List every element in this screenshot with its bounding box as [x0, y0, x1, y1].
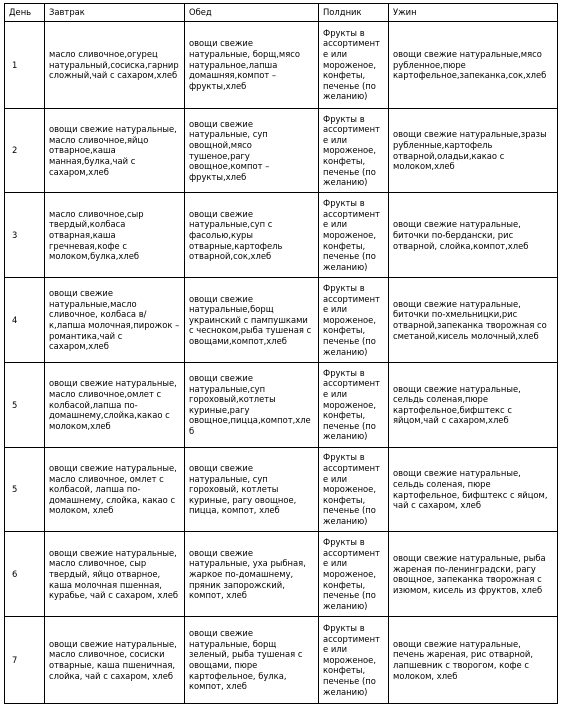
lunch-cell: овощи свежие натуральные,суп гороховый,котлеты куриные,рагу овощное,пицца,компот,хлеб — [185, 362, 319, 447]
day-cell — [5, 617, 45, 704]
snack-cell: Фрукты в ассортименте или мороженое, конфеты, печенье (по желанию) — [319, 617, 389, 704]
day-number: 2 — [12, 145, 18, 156]
header-dinner: Ужин — [389, 4, 558, 22]
day-number: 1 — [12, 59, 18, 70]
table-row — [5, 22, 558, 109]
lunch-cell: овощи свежие натуральные, борщ зеленый, рыба тушеная с овощами, пюре картофельное, булка, компот, хлеб — [185, 617, 319, 704]
day-cell — [5, 193, 45, 278]
snack-cell: Фрукты в ассортименте или мороженое, конфеты, печенье (по желанию) — [319, 447, 389, 532]
day-cell — [5, 532, 45, 617]
dinner-cell: овощи свежие натуральные, печень жареная, рис отварной, лапшевник с творогом, кофе с молоком, хлеб — [389, 617, 558, 704]
header-day: День — [5, 4, 45, 22]
snack-cell: Фрукты в ассортименте или мороженое, конфеты, печенье (по желанию) — [319, 193, 389, 278]
table-row — [5, 108, 558, 193]
day-cell — [5, 22, 45, 109]
table-row — [5, 278, 558, 363]
lunch-cell: овощи свежие натуральные, уха рыбная, жаркое по-домашнему, пряник запорожский, компот, хлеб — [185, 532, 319, 617]
dinner-cell: овощи свежие натуральные, биточки по-хмельницки,рис отварной,запеканка творожная со сметаной,кисель молочный,хлеб — [389, 278, 558, 363]
dinner-cell: овощи свежие натуральные, биточки по-бердански, рис отварной, слойка,компот,хлеб — [389, 193, 558, 278]
snack-cell: Фрукты в ассортименте или мороженое, конфеты, печенье (по желанию) — [319, 278, 389, 363]
day-cell — [5, 278, 45, 363]
lunch-cell: овощи свежие натуральные, суп гороховый, котлеты куриные, рагу овощное, пицца, компот, хлеб — [185, 447, 319, 532]
day-number: 5 — [12, 399, 18, 410]
table-row — [5, 617, 558, 704]
header-breakfast: Завтрак — [45, 4, 185, 22]
breakfast-cell: овощи свежие натуральные, масло сливочное, сосиски отварные, каша пшеничная, слойка, чай с сахаром, хлеб — [45, 617, 185, 704]
table-row — [5, 532, 558, 617]
breakfast-cell: масло сливочное,огурец натуральный,сосиска,гарнир сложный,чай с сахаром,хлеб — [45, 22, 185, 109]
table-row — [5, 362, 558, 447]
header-snack: Полдник — [319, 4, 389, 22]
day-number: 6 — [12, 568, 18, 579]
dinner-cell: овощи свежие натуральные,зразы рубленные,картофель отварной,оладьи,какао с молоком,хлеб — [389, 108, 558, 193]
lunch-cell: овощи свежие натуральные, суп овощной,мясо тушеное,рагу овощное,компот – фрукты,хлеб — [185, 108, 319, 193]
day-number: 3 — [12, 230, 18, 241]
day-cell — [5, 447, 45, 532]
lunch-cell: овощи свежие натуральные, борщ,мясо натуральное,лапша домашняя,компот – фрукты,хлеб — [185, 22, 319, 109]
snack-cell: Фрукты в ассортименте или мороженое, конфеты, печенье (по желанию) — [319, 362, 389, 447]
header-row — [5, 4, 558, 22]
breakfast-cell: овощи свежие натуральные, масло сливочное,яйцо отварное,каша манная,булка,чай с сахаром,хлеб — [45, 108, 185, 193]
breakfast-cell: овощи свежие натуральные, масло сливочное, сыр твердый, яйцо отварное, каша молочная пшенная, курабье, чай с сахаром, хлеб — [45, 532, 185, 617]
snack-cell: Фрукты в ассортименте или мороженое, конфеты, печенье (по желанию) — [319, 108, 389, 193]
weekly-menu-table — [4, 3, 558, 704]
table-row — [5, 447, 558, 532]
breakfast-cell: овощи свежие натуральные, масло сливочное, омлет с колбасой, лапша по-домашнему, слойка, какао с молоком, хлеб — [45, 447, 185, 532]
dinner-cell: овощи свежие натуральные, рыба жареная по-ленинградски, рагу овощное, запеканка творожная с изюмом, кисель из фруктов, хлеб — [389, 532, 558, 617]
day-number: 7 — [12, 654, 18, 665]
lunch-cell: овощи свежие натуральные,борщ украинский с пампушками с чесноком,рыба тушеная с овощами,компот,хлеб — [185, 278, 319, 363]
breakfast-cell: овощи свежие натуральные, масло сливочное,омлет с колбасой,лапша по-домашнему,слойка,какао с молоком,хлеб — [45, 362, 185, 447]
breakfast-cell: масло сливочное,сыр твердый,колбаса отварная,каша гречневая,кофе с молоком,булка,хлеб — [45, 193, 185, 278]
day-cell — [5, 108, 45, 193]
dinner-cell: овощи свежие натуральные,мясо рубленное,пюре картофельное,запеканка,сок,хлеб — [389, 22, 558, 109]
snack-cell: Фрукты в ассортименте или мороженое, конфеты, печенье (по желанию) — [319, 532, 389, 617]
lunch-cell: овощи свежие натуральные,суп с фасолью,куры отварные,картофель отварной,сок,хлеб — [185, 193, 319, 278]
dinner-cell: овощи свежие натуральные, сельдь соленая,пюре картофельное,бифштекс с яйцом,чай с сахаром,хлеб — [389, 362, 558, 447]
table-row — [5, 193, 558, 278]
day-number: 5 — [12, 484, 18, 495]
header-lunch: Обед — [185, 4, 319, 22]
day-number: 4 — [12, 314, 18, 325]
dinner-cell: овощи свежие натуральные, сельдь соленая, пюре картофельное, бифштекс с яйцом, чай с сахаром, хлеб — [389, 447, 558, 532]
breakfast-cell: овощи свежие натуральные,масло сливочное, колбаса в/к,лапша молочная,пирожок – романтика,чай с сахаром,хлеб — [45, 278, 185, 363]
day-cell — [5, 362, 45, 447]
snack-cell: Фрукты в ассортименте или мороженое, конфеты, печенье (по желанию) — [319, 22, 389, 109]
